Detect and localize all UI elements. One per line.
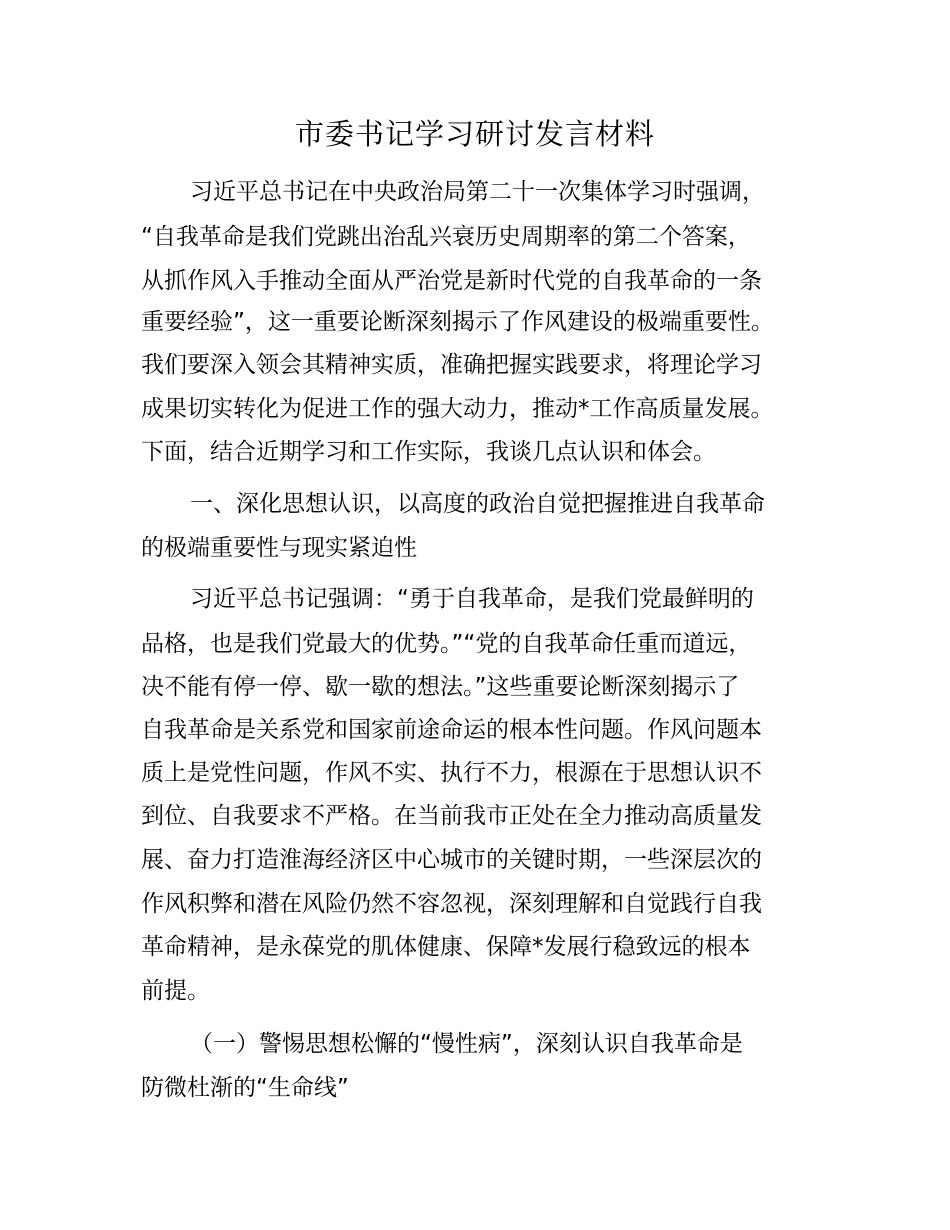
section-heading-line: 的极端重要性与现实紧迫性 xyxy=(141,535,417,561)
paragraph-line: 展、奋力打造淮海经济区中心城市的关键时期，一些深层次的 xyxy=(141,847,762,873)
paragraph-line: 成果切实转化为促进工作的强大动力，推动*工作高质量发展。 xyxy=(141,396,774,422)
paragraph-line: 前提。 xyxy=(141,978,210,1004)
paragraph-line: 决不能有停一停、歇一歇的想法。”这些重要论断深刻揭示了 xyxy=(141,674,740,700)
paragraph-line: 我们要深入领会其精神实质，准确把握实践要求，将理论学习 xyxy=(141,352,762,378)
paragraph-line: 重要经验”，这一重要论断深刻揭示了作风建设的极端重要性。 xyxy=(141,309,774,335)
paragraph-line: “自我革命是我们党跳出治乱兴衰历史周期率的第二个答案， xyxy=(141,224,751,250)
paragraph-line: 习近平总书记强调：“勇于自我革命，是我们党最鲜明的 xyxy=(190,586,754,612)
paragraph-line: 下面，结合近期学习和工作实际，我谈几点认识和体会。 xyxy=(141,439,716,465)
paragraph-line: 革命精神，是永葆党的肌体健康、保障*发展行稳致远的根本 xyxy=(141,934,751,960)
section-heading-line: 一、深化思想认识，以高度的政治自觉把握推进自我革命 xyxy=(190,491,765,517)
subsection-heading-line: （一）警惕思想松懈的“慢性病”，深刻认识自我革命是 xyxy=(190,1031,743,1057)
paragraph-line: 从抓作风入手推动全面从严治党是新时代党的自我革命的一条 xyxy=(141,268,762,294)
subsection-heading-line: 防微杜渐的“生命线” xyxy=(141,1075,349,1101)
paragraph-line: 品格，也是我们党最大的优势。”“党的自我革命任重而道远， xyxy=(141,631,752,657)
paragraph-line: 到位、自我要求不严格。在当前我市正处在全力推动高质量发 xyxy=(141,803,762,829)
paragraph-line: 习近平总书记在中央政治局第二十一次集体学习时强调， xyxy=(190,179,765,205)
document-title: 市委书记学习研讨发言材料 xyxy=(294,117,655,151)
paragraph-line: 质上是党性问题，作风不实、执行不力，根源在于思想认识不 xyxy=(141,760,762,786)
paragraph-line: 作风积弊和潜在风险仍然不容忽视，深刻理解和自觉践行自我 xyxy=(141,891,762,917)
paragraph-line: 自我革命是关系党和国家前途命运的根本性问题。作风问题本 xyxy=(141,717,762,743)
